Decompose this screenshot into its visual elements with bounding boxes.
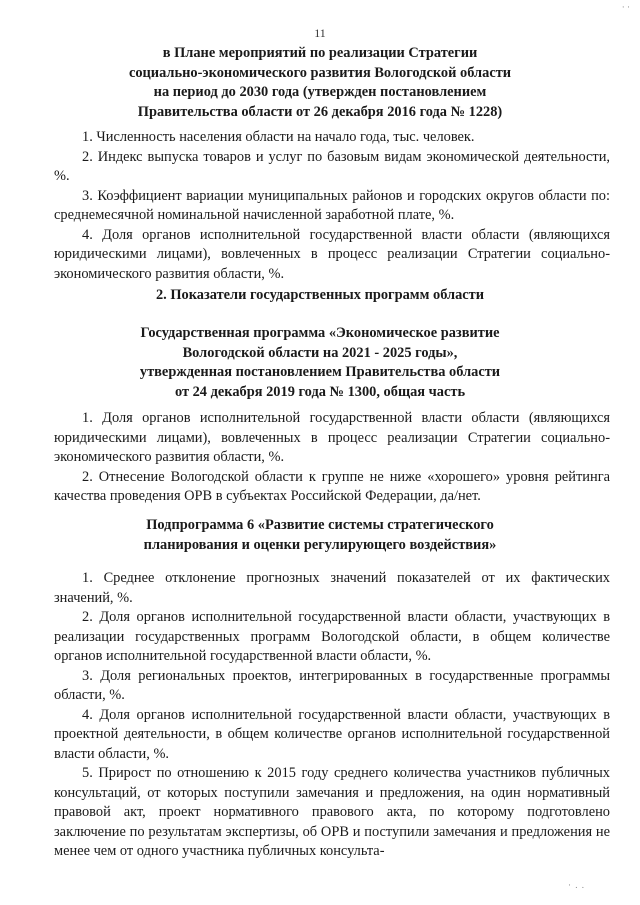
scan-corner-mark: · · <box>621 2 630 12</box>
list-item: 5. Прирост по отношению к 2015 году среднего количества участников публичных консультаций, от которых поступили замечания и предложения, на один нормативный правовой акт, проект нормативного правового акта, по которому подготовлено заключение по результатам экспертизы, об ОРВ и поступили замечания и предложения не менее чем от одного участника публичных консульта- <box>54 765 610 859</box>
section-2-title <box>60 286 580 306</box>
program-heading <box>60 324 580 402</box>
list-item: 1. Среднее отклонение прогнозных значений показателей от их фактических значений, %. <box>54 570 610 606</box>
heading-line: утвержденная постановлением Правительства области <box>139 364 501 380</box>
heading-line: Вологодской области на 2021 - 2025 годы», <box>182 344 458 361</box>
list-item: 2. Отнесение Вологодской области к группе не ниже «хорошего» уровня рейтинга качества проведения ОРВ в субъектах Российской Федерации, да/нет. <box>54 468 610 504</box>
program-indicators-list <box>54 409 610 507</box>
heading-line: от 24 декабря 2019 года № 1300, общая часть <box>174 383 466 400</box>
list-item: 3. Доля региональных проектов, интегрированных в государственные программы области, %. <box>54 667 610 703</box>
list-item: 1. Численность населения области на начало года, тыс. человек. <box>82 129 475 145</box>
scan-footer-mark: · . . <box>568 880 585 890</box>
list-item: 3. Коэффициент вариации муниципальных районов и городских округов области по: среднемесячной номинальной начисленной заработной плате, %. <box>54 187 610 223</box>
heading-line: на период до 2030 года (утвержден постановлением <box>153 84 487 100</box>
section-title-text: 2. Показатели государственных программ области <box>155 287 485 303</box>
heading-line: планирования и оценки регулирующего воздействия» <box>143 536 497 553</box>
plan-heading <box>60 44 580 122</box>
subprogram-heading <box>60 516 580 555</box>
strategy-indicators-list <box>54 128 610 284</box>
heading-line: Подпрограмма 6 «Развитие системы стратегического <box>146 517 494 533</box>
list-item: 2. Доля органов исполнительной государственной власти области, участвующих в реализации государственных программ Вологодской области, в общем количестве органов исполнительной государственной власти области, %. <box>54 609 610 664</box>
subprogram-indicators-list <box>54 569 610 862</box>
heading-line: Правительства области от 26 декабря 2016 года № 1228) <box>137 103 503 120</box>
heading-line: социально-экономического развития Вологодской области <box>128 64 512 81</box>
page-number: 11 <box>314 26 326 40</box>
heading-line: Государственная программа «Экономическое развитие <box>140 325 500 341</box>
list-item: 4. Доля органов исполнительной государственной власти области, участвующих в проектной деятельности, в общем количестве органов исполнительной государственной власти области, %. <box>54 706 610 762</box>
list-item: 4. Доля органов исполнительной государственной власти области (являющихся юридическими лицами), вовлеченных в процесс реализации Стратегии социально-экономического развития области, %. <box>54 226 610 282</box>
list-item: 2. Индекс выпуска товаров и услуг по базовым видам экономической деятельности, %. <box>54 148 610 184</box>
heading-line: в Плане мероприятий по реализации Стратегии <box>162 45 478 61</box>
list-item: 1. Доля органов исполнительной государственной власти области (являющихся юридическими лицами), вовлеченных в процесс реализации Стратегии социально-экономического развития области, %. <box>54 410 610 465</box>
